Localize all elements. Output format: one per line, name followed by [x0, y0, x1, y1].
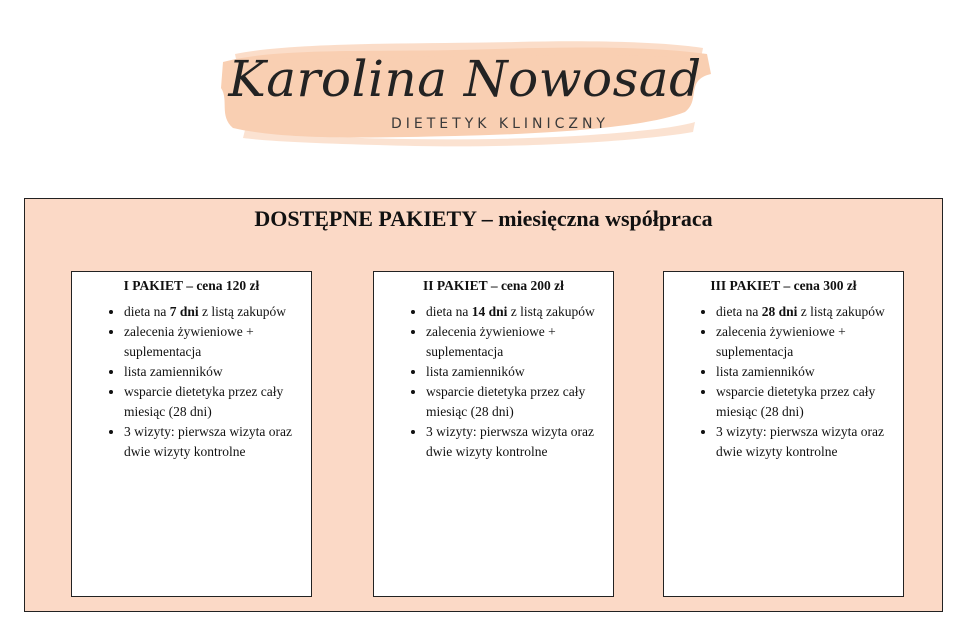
logo-subtitle: DIETETYK KLINICZNY	[391, 116, 609, 132]
logo	[215, 30, 715, 150]
feature-diet: • dieta na 7 dni z listą zakupów	[124, 302, 305, 322]
package-card-2	[373, 271, 614, 597]
feature-substitutes: • lista zamienników	[716, 362, 897, 382]
package-card-3	[663, 271, 904, 597]
feature-recommendations: • zalecenia żywieniowe + suplementacja	[124, 322, 305, 362]
package-title: III PAKIET – cena 300 zł	[710, 278, 857, 293]
feature-diet: • dieta na 28 dni z listą zakupów	[716, 302, 897, 322]
package-title: I PAKIET – cena 120 zł	[123, 278, 260, 293]
package-features	[72, 302, 311, 462]
feature-recommendations: • zalecenia żywieniowe + suplementacja	[426, 322, 607, 362]
feature-visits: • 3 wizyty: pierwsza wizyta oraz dwie wizyty kontrolne	[426, 422, 607, 462]
diet-days: 14 dni	[471, 304, 508, 319]
package-title: II PAKIET – cena 200 zł	[423, 278, 564, 293]
feature-visits: • 3 wizyty: pierwsza wizyta oraz dwie wizyty kontrolne	[716, 422, 897, 462]
feature-support: • wsparcie dietetyka przez cały miesiąc (28 dni)	[716, 382, 897, 422]
feature-recommendations: • zalecenia żywieniowe + suplementacja	[716, 322, 897, 362]
diet-days: 7 dni	[169, 304, 199, 319]
package-features	[664, 302, 903, 462]
packages-panel	[24, 198, 943, 612]
logo-name: Karolina Nowosad	[228, 50, 702, 108]
panel-title: DOSTĘPNE PAKIETY – miesięczna współpraca	[254, 206, 713, 231]
feature-support: • wsparcie dietetyka przez cały miesiąc (28 dni)	[426, 382, 607, 422]
feature-substitutes: • lista zamienników	[426, 362, 607, 382]
feature-support: • wsparcie dietetyka przez cały miesiąc (28 dni)	[124, 382, 305, 422]
feature-diet: • dieta na 14 dni z listą zakupów	[426, 302, 607, 322]
feature-visits: • 3 wizyty: pierwsza wizyta oraz dwie wizyty kontrolne	[124, 422, 305, 462]
diet-days: 28 dni	[761, 304, 798, 319]
feature-substitutes: • lista zamienników	[124, 362, 305, 382]
package-features	[374, 302, 613, 462]
package-card-1	[71, 271, 312, 597]
